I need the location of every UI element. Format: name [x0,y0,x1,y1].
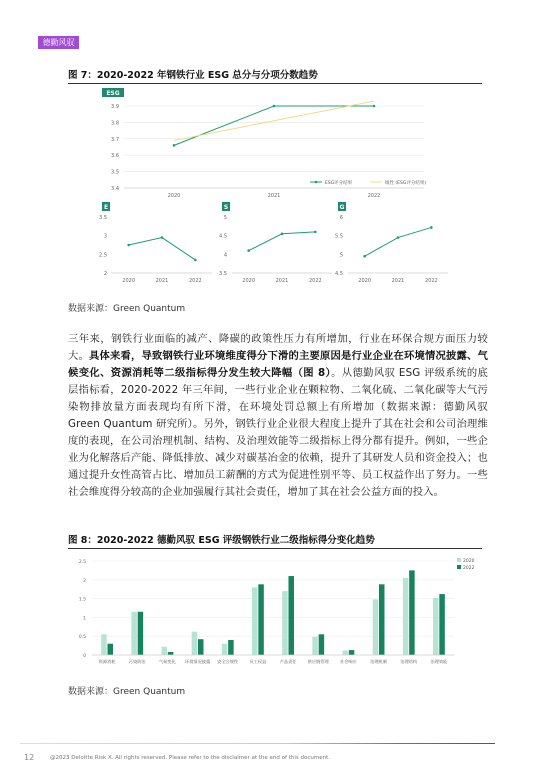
legend-label-trend: 线性 (ESG评分结果) [385,181,427,186]
bar-2022 [138,612,144,655]
data-point-esg [273,105,276,108]
legend-swatch-2020 [457,558,461,562]
y-tick-label-g: 6 [339,215,343,221]
figure-8-source: 数据来源：Green Quantum [68,687,186,697]
category-label: 治理结构 [400,659,418,664]
bar-2020 [373,599,379,655]
figure-8-title: 图 8：2020-2022 德勤风驭 ESG 评级钢铁行业二级指标得分变化趋势 [68,535,375,546]
category-label: 污染防治 [128,659,146,664]
bar-2022 [258,584,264,655]
category-label: 员工权益 [249,659,267,664]
bar-2020 [282,591,288,655]
x-tick-label-s: 2022 [308,278,322,284]
y-tick-label-s: 5 [223,215,227,221]
y-tick-label-g: 5 [339,252,343,259]
legend-label-esg: ESG评分结果 [325,181,353,186]
bar-2022 [439,594,445,655]
data-point-e [194,259,197,262]
bar-2022 [288,576,294,655]
body-text-intro: 三年来，钢铁行业面临的减产、降碳的政策性压力有所增加，行业在环保合规方面压力较大。 [68,333,488,362]
copyright-notice: @2023 Deloitte Risk X. All rights reserved. Please refer to the disclaimer at the end of this document. [50,755,330,761]
category-label: 资源消耗 [98,659,116,664]
figure-7-title: 图 7：2020-2022 年钢铁行业 ESG 总分与分项分数趋势 [68,70,318,81]
series-line-g [365,227,432,256]
bar-2020 [433,598,439,655]
data-point-esg [173,144,176,147]
y-tick-label-e: 2.5 [99,252,107,259]
x-tick-label-s: 2020 [242,278,256,284]
x-tick-label-esg: 2021 [267,193,281,199]
figure-7-chart [100,86,460,291]
bar-2022 [228,640,234,655]
x-tick-label-s: 2021 [275,278,289,284]
y-tick-label-fig8: 2 [83,578,86,584]
y-tick-label-s: 3.5 [219,271,227,277]
bar-2020 [343,650,349,655]
body-text-rest: 。从德勤风驭 ESG 评级系统的底层指标看，2020-2022 年三年间，一些行业企业在颗粒物、二氧化硫、二氧化碳等大气污染物排放量方面表现均有所下滑，在环境处罚总额上有所增加（数据来源：德勤风驭 Green Quantum 研究所）。另外，钢铁行业企业很大程度上提升了其在社会和公司治理维度的表现，在公司治理机制、结构、及治理效能等二级指标上得分都有提升。例如，一些企业为化解落后产能、降低排放、减少对碳基冶金的依赖，提升了其研发人员和资金投入；也通过提升女性高管占比、增加员工薪酬的方式为促进性别平等、员工权益作出了努力。一些社会维度得分较高的企业加强履行其社会责任，增加了其在社会公益方面的投入。 [68,367,489,498]
bar-2022 [107,644,113,655]
bar-2022 [198,639,204,655]
bar-2020 [312,637,318,655]
bar-2022 [409,570,415,655]
data-point-g [397,236,400,239]
legend-label-2022: 2022 [463,566,475,571]
figure-7-source: 数据来源：Green Quantum [68,304,186,314]
category-label: 产品责任 [279,659,297,664]
bar-2020 [131,612,137,655]
data-point-e [127,244,130,247]
x-tick-label-e: 2020 [122,278,136,284]
y-tick-label-e: 2 [103,271,107,277]
y-tick-label-e: 3.5 [99,215,107,221]
footer-divider [20,743,495,744]
category-label: 气候变化 [159,659,176,664]
panel-label-e: E [103,204,109,211]
category-label: 治理机制 [370,659,387,664]
bar-2020 [403,578,409,655]
data-point-s [314,231,317,234]
y-tick-label-e: 3 [103,233,107,240]
y-tick-label-fig8: 2.5 [78,560,86,565]
page-number: 12 [24,753,35,762]
x-tick-label-g: 2020 [358,278,372,284]
bar-2020 [252,587,258,655]
bar-2020 [192,632,198,655]
bar-2022 [168,652,174,655]
x-tick-label-e: 2021 [155,278,169,284]
panel-label-s: S [223,204,229,211]
y-tick-label-esg: 3.5 [111,169,119,176]
y-tick-label-g: 5.5 [335,233,343,240]
y-tick-label-esg: 3.7 [111,136,119,143]
category-label: 社会响应 [340,659,357,664]
y-tick-label-s: 4.5 [219,233,227,240]
bar-2022 [379,584,385,655]
y-tick-label-esg: 3.6 [111,153,119,160]
y-tick-label-fig8: 1.5 [78,597,86,603]
y-tick-label-fig8: 1 [83,616,86,622]
category-label: 安全合规性 [217,659,239,664]
legend-swatch-2022 [457,565,461,569]
series-line-esg [174,106,374,145]
y-tick-label-g: 4.5 [335,271,343,277]
x-tick-label-g: 2022 [424,278,438,284]
legend-marker-esg [315,181,318,184]
bar-2020 [222,644,228,655]
panel-label-esg: ESG [106,90,120,97]
data-point-esg [373,105,376,108]
y-tick-label-s: 4 [223,252,227,259]
x-tick-label-esg: 2020 [167,193,181,199]
category-label: 供应链管理 [307,659,329,664]
panel-label-g: G [339,204,345,211]
data-point-e [161,236,164,239]
body-text-highlight: 具体来看，导致钢铁行业环境维度得分下滑的主要原因是行业企业在环境情况披露、气候变化、资源消耗等二级指标得分发生较大降幅（图 8） [68,350,488,379]
body-paragraph [68,331,488,501]
y-tick-label-fig8: 0 [83,654,86,659]
category-label: 环境情况披露 [185,659,211,664]
y-tick-label-fig8: 0.5 [78,635,86,641]
figure-7-rule [68,83,482,84]
y-tick-label-esg: 3.4 [111,186,119,192]
data-point-s [281,233,284,236]
data-point-g [430,226,433,229]
figure-8-rule [68,548,482,549]
bar-2022 [349,650,355,655]
y-tick-label-esg: 3.8 [111,120,119,127]
legend-label-2020: 2020 [463,559,475,564]
category-label: 治理效能 [430,659,448,664]
bar-2020 [101,634,107,655]
y-tick-label-esg: 3.9 [111,104,119,110]
x-tick-label-e: 2022 [188,278,202,284]
figure-8-chart [68,553,486,673]
x-tick-label-esg: 2022 [367,193,381,199]
brand-badge: 德勤风驭 [38,36,79,49]
bar-2020 [162,647,168,655]
data-point-g [363,255,366,258]
data-point-s [247,249,250,252]
bar-2022 [319,634,325,655]
series-line-e [129,238,196,260]
x-tick-label-g: 2021 [391,278,405,284]
